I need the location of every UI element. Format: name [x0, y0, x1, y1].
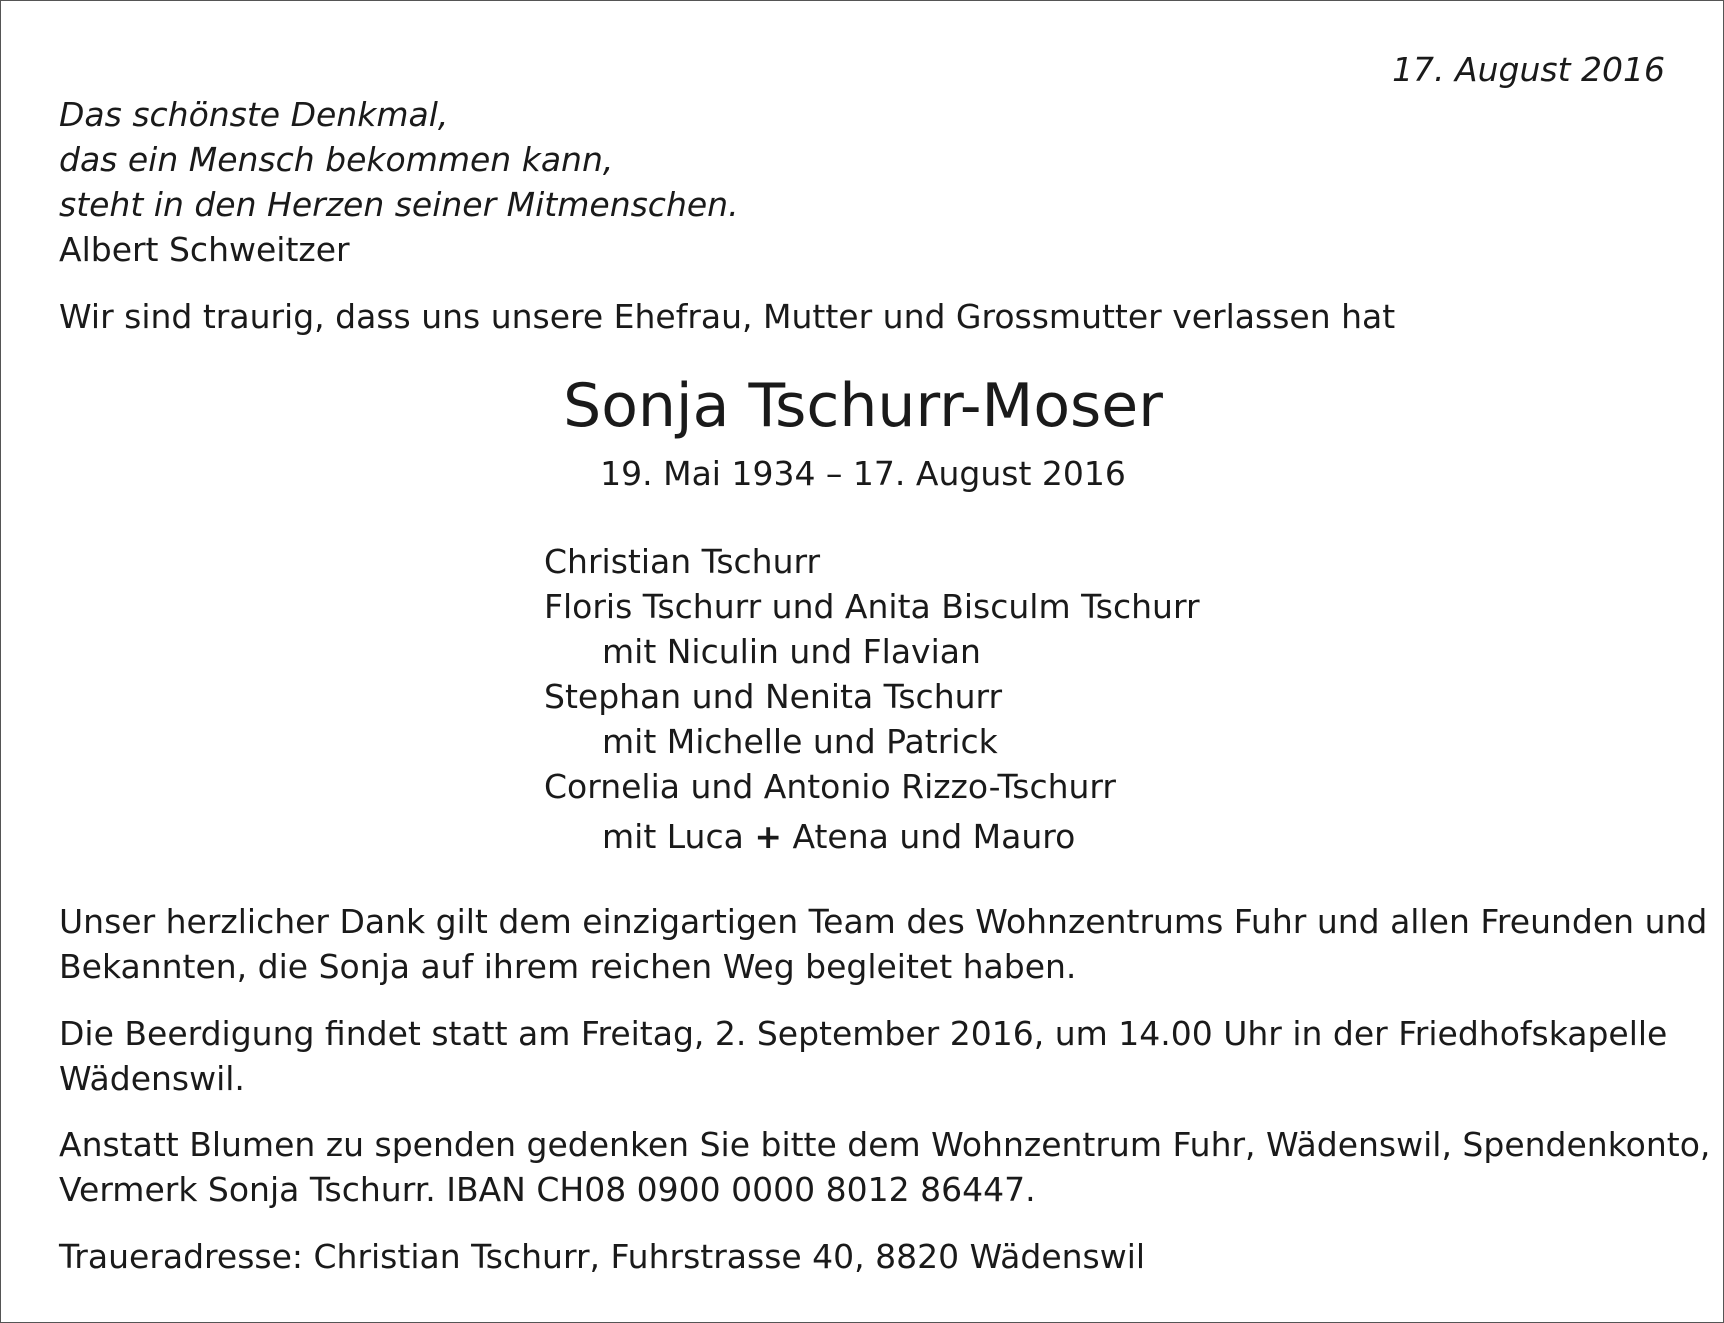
quote-line: das ein Mensch bekommen kann,	[59, 140, 614, 179]
quote-line: Das schönste Denkmal,	[59, 95, 449, 134]
mourner-line: Cornelia und Antonio Rizzo-Tschurr	[544, 767, 1116, 806]
mourner-line: Christian Tschurr	[544, 542, 821, 581]
mourner-line: Stephan und Nenita Tschurr	[544, 677, 1003, 716]
quote-author: Albert Schweitzer	[59, 230, 350, 269]
thanks-line: Bekannten, die Sonja auf ihrem reichen Weg begleitet haben.	[59, 947, 1077, 986]
mourner-children-line: mit Michelle und Patrick	[602, 722, 998, 761]
mourner-line: Floris Tschurr und Anita Bisculm Tschurr	[544, 587, 1200, 626]
donation-line: Anstatt Blumen zu spenden gedenken Sie bitte dem Wohnzentrum Fuhr, Wädenswil, Spendenkonto,	[59, 1125, 1711, 1164]
quote-line: steht in den Herzen seiner Mitmenschen.	[59, 185, 739, 224]
funeral-line: Wädenswil.	[59, 1059, 245, 1098]
mourner-children-line	[602, 815, 1075, 859]
intro-text: Wir sind traurig, dass uns unsere Ehefrau, Mutter und Grossmutter verlassen hat	[59, 297, 1396, 336]
thanks-line: Unser herzlicher Dank gilt dem einzigartigen Team des Wohnzentrums Fuhr und allen Freunden und	[59, 902, 1708, 941]
deceased-cross-symbol: +	[754, 817, 782, 856]
life-dates: 19. Mai 1934 – 17. August 2016	[600, 454, 1126, 493]
notice-date: 17. August 2016	[1392, 50, 1665, 89]
children-names-before: mit Luca	[602, 817, 744, 856]
deceased-name: Sonja Tschurr-Moser	[563, 371, 1163, 441]
donation-line: Vermerk Sonja Tschurr. IBAN CH08 0900 0000 8012 86447.	[59, 1170, 1036, 1209]
children-names-after: Atena und Mauro	[792, 817, 1076, 856]
funeral-line: Die Beerdigung findet statt am Freitag, 2. September 2016, um 14.00 Uhr in der Friedhofskapelle	[59, 1014, 1668, 1053]
mourner-children-line: mit Niculin und Flavian	[602, 632, 981, 671]
mourning-address: Traueradresse: Christian Tschurr, Fuhrstrasse 40, 8820 Wädenswil	[59, 1237, 1146, 1276]
